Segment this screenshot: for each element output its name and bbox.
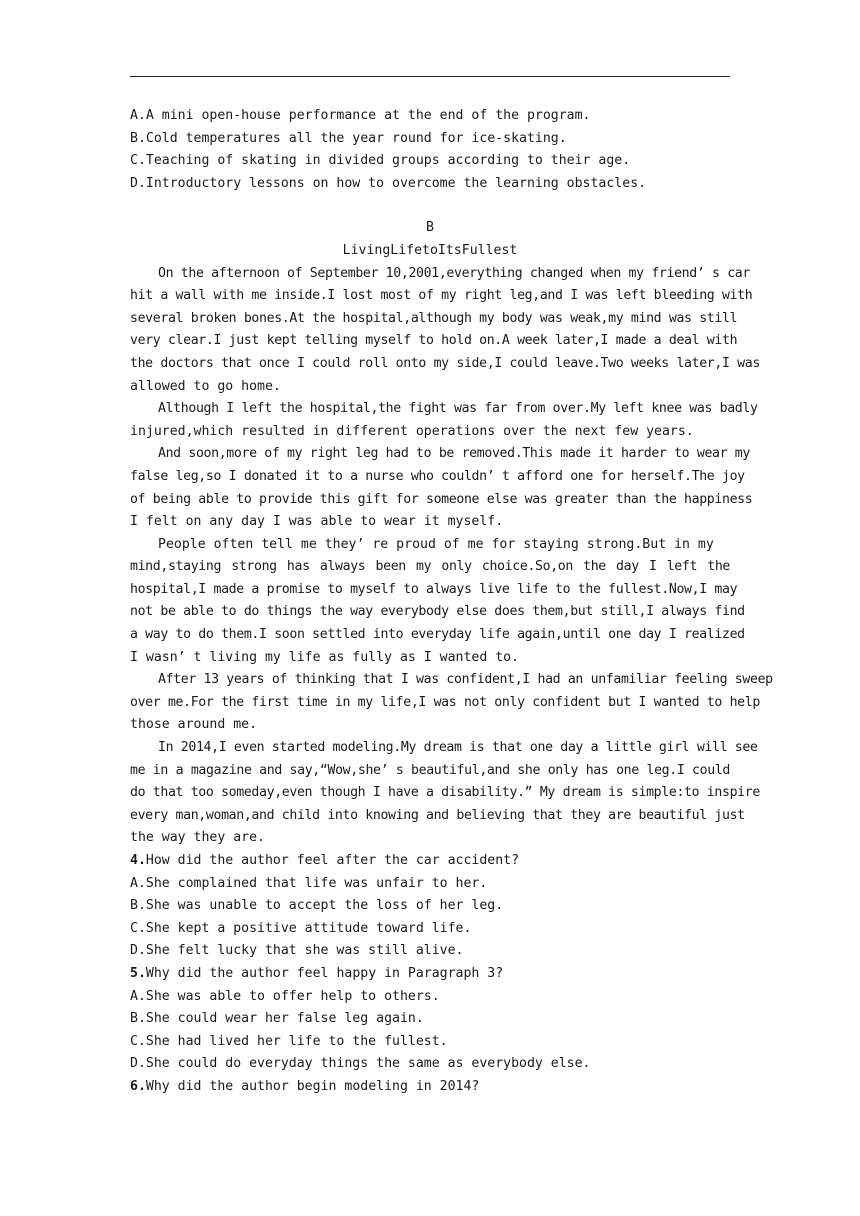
passage-line: Although I left the hospital,the fight was far from over.My left knee was badly <box>158 401 758 417</box>
question-number: 6. <box>130 1078 146 1094</box>
passage-line: allowed to go home. <box>130 378 281 394</box>
passage-line: very clear.I just kept telling myself to hold on.A week later,I made a deal with <box>130 333 738 349</box>
paragraph-3 <box>130 443 753 533</box>
document-content <box>130 105 773 1099</box>
question-6 <box>130 1076 730 1099</box>
passage-line: the doctors that once I could roll onto my side,I could leave.Two weeks later,I was <box>130 355 760 371</box>
passage-line: hit a wall with me inside.I lost most of my right leg,and I was left bleeding with <box>130 288 753 304</box>
passage-line: the way they are. <box>130 830 265 846</box>
passage-line: I wasn’ t living my life as fully as I wanted to. <box>130 649 520 665</box>
option-line: A.She complained that life was unfair to her. <box>130 875 488 891</box>
question-stem <box>130 850 730 873</box>
passage-line: not be able to do things the way everybody else does them,but still,I always find <box>130 604 745 620</box>
passage-line: over me.For the first time in my life,I was not only confident but I wanted to help <box>130 694 760 710</box>
option-line: D.She felt lucky that she was still alive. <box>130 943 464 959</box>
passage-line: And soon,more of my right leg had to be removed.This made it harder to wear my <box>158 446 750 462</box>
question-4 <box>130 850 730 963</box>
option-line: C.She had lived her life to the fullest. <box>130 1033 448 1049</box>
passage-title: LivingLifetoItsFullest <box>342 242 518 258</box>
question-number: 4. <box>130 853 146 868</box>
option-line: B.Cold temperatures all the year round for ice-skating. <box>130 130 567 146</box>
option-line: C.Teaching of skating in divided groups according to their age. <box>130 153 631 169</box>
question-number: 5. <box>130 965 146 981</box>
option-line: D.She could do everyday things the same as everybody else. <box>130 1056 591 1072</box>
question-5 <box>130 963 730 1076</box>
passage-line: After 13 years of thinking that I was confident,I had an unfamiliar feeling sweep <box>158 672 773 688</box>
option-line: D.Introductory lessons on how to overcome the learning obstacles. <box>130 175 647 191</box>
passage-line: do that too someday,even though I have a disability.” My dream is simple:to inspire <box>130 785 760 801</box>
question-stem <box>130 963 730 986</box>
option-line: B.She was unable to accept the loss of her leg. <box>130 898 504 914</box>
passage <box>130 263 773 850</box>
question-text: Why did the author begin modeling in 2014? <box>145 1078 480 1094</box>
passage-line: several broken bones.At the hospital,although my body was weak,my mind was still <box>130 310 738 326</box>
passage-line: In 2014,I even started modeling.My dream is that one day a little girl will see <box>158 740 758 756</box>
question-text: How did the author feel after the car accident? <box>145 853 520 868</box>
passage-line: mind,staying strong has always been my only choice.So,on the day I left the <box>130 559 730 575</box>
passage-line: those around me. <box>130 717 258 733</box>
passage-line: People often tell me they’ re proud of me for staying strong.But in my <box>158 536 714 552</box>
passage-line: false leg,so I donated it to a nurse who couldn’ t afford one for herself.The joy <box>130 468 745 484</box>
paragraph-6 <box>130 737 760 850</box>
question-text: Why did the author feel happy in Paragraph 3? <box>145 965 504 981</box>
option-line: A.She was able to offer help to others. <box>130 988 440 1004</box>
question-stem <box>130 1076 730 1099</box>
header-rule <box>130 76 730 77</box>
paragraph-5 <box>130 669 773 737</box>
passage-line: hospital,I made a promise to myself to always live life to the fullest.Now,I may <box>130 581 738 597</box>
passage-line: a way to do them.I soon settled into everyday life again,until one day I realized <box>130 627 745 643</box>
passage-line: every man,woman,and child into knowing and believing that they are beautiful just <box>130 807 745 823</box>
paragraph-1 <box>130 263 760 399</box>
previous-question-options <box>130 105 730 195</box>
section-letter: B <box>426 220 434 236</box>
option-line: A.A mini open-house performance at the end of the program. <box>130 108 591 123</box>
passage-line: injured,which resulted in different operations over the next few years. <box>130 423 694 439</box>
paragraph-4 <box>130 534 745 670</box>
option-line: B.She could wear her false leg again. <box>130 1011 424 1027</box>
passage-line: me in a magazine and say,“Wow,she’ s beautiful,and she only has one leg.I could <box>130 762 730 778</box>
passage-line: On the afternoon of September 10,2001,everything changed when my friend’ s car <box>158 265 750 281</box>
passage-line: I felt on any day I was able to wear it myself. <box>130 514 504 530</box>
passage-line: of being able to provide this gift for someone else was greater than the happiness <box>130 491 753 507</box>
paragraph-2 <box>130 398 758 443</box>
option-line: C.She kept a positive attitude toward life. <box>130 920 472 936</box>
